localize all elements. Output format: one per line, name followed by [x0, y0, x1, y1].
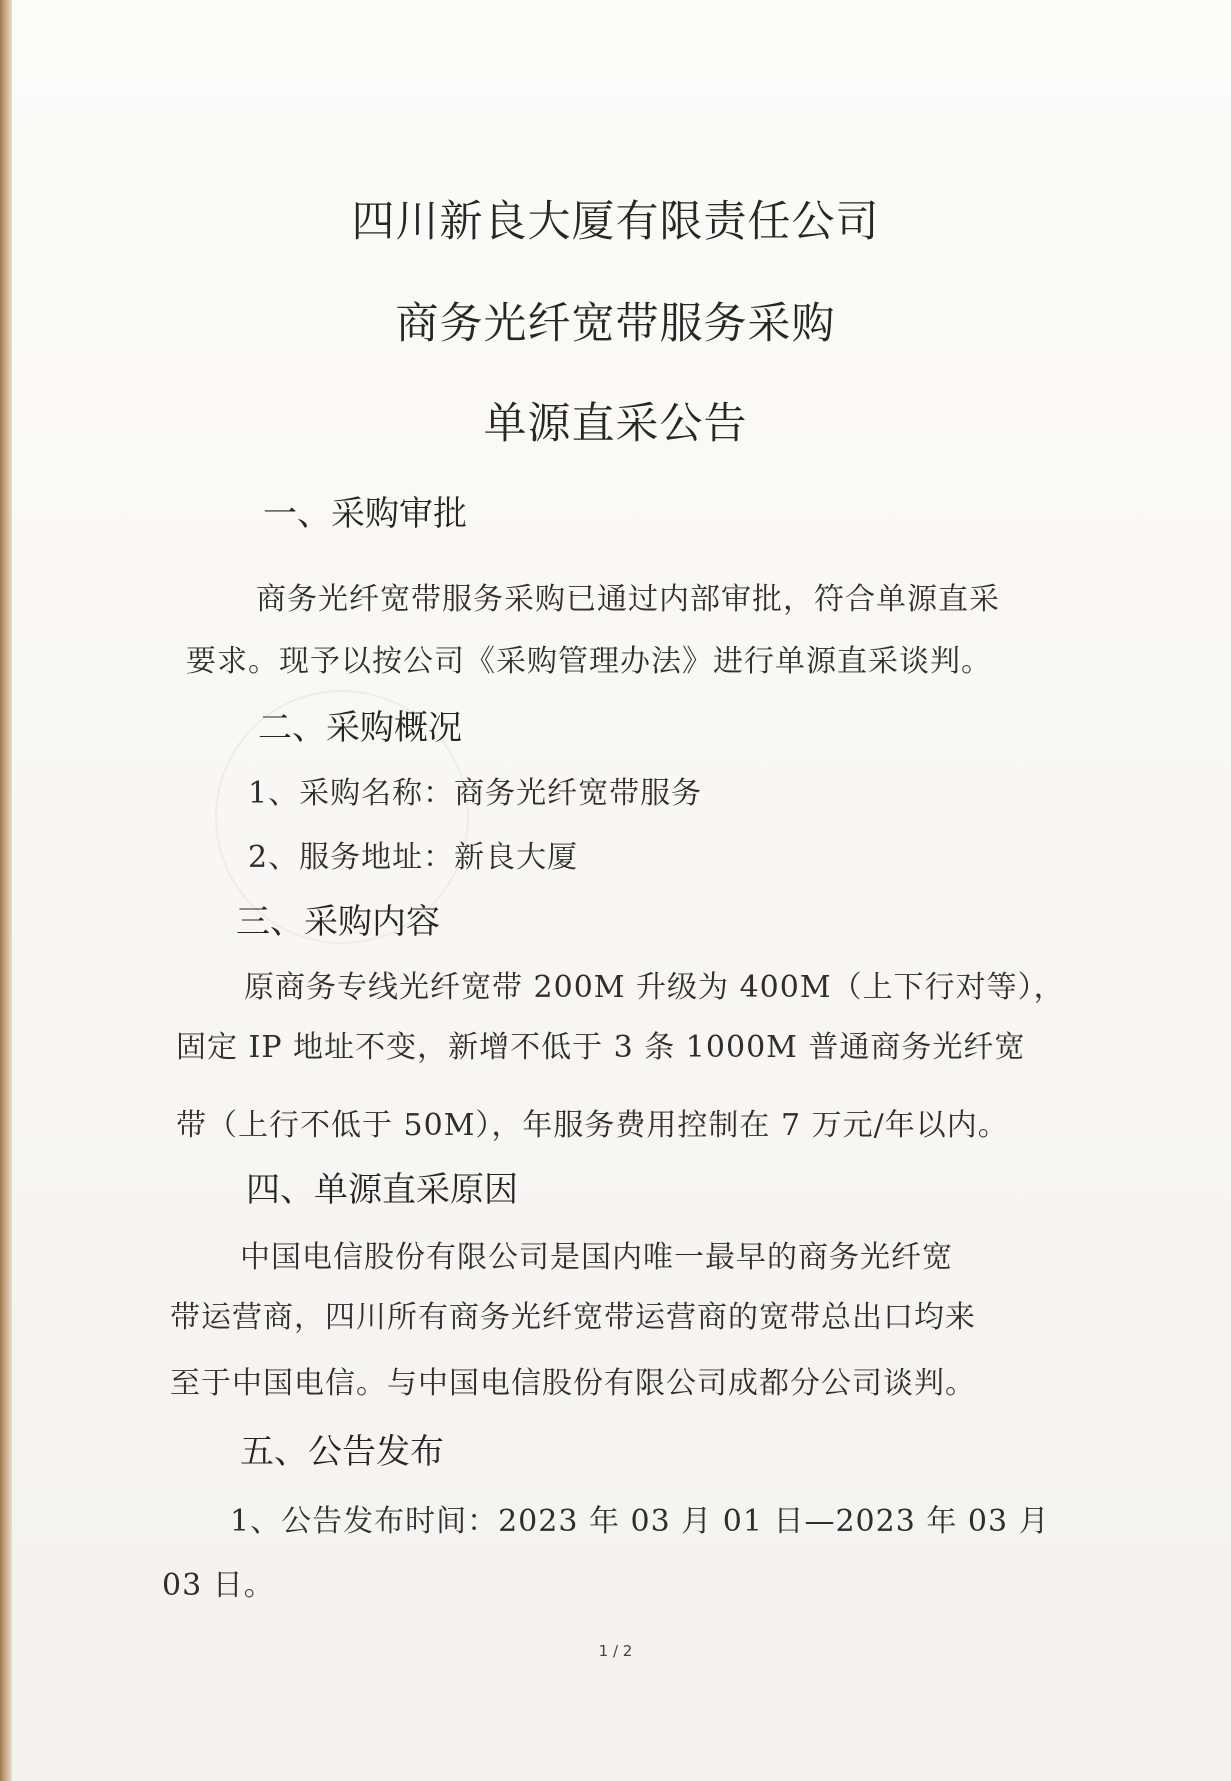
- paragraph-line: 固定 IP 地址不变，新增不低于 3 条 1000M 普通商务光纤宽: [176, 1030, 1026, 1065]
- paragraph-line: 带运营商，四川所有商务光纤宽带运营商的宽带总出口均来: [170, 1300, 976, 1335]
- title-company: 四川新良大厦有限责任公司: [351, 197, 880, 247]
- list-item: 2、服务地址：新良大厦: [248, 840, 579, 875]
- paragraph-line: 带（上行不低于 50M），年服务费用控制在 7 万元/年以内。: [176, 1108, 1009, 1143]
- paragraph-line: 03 日。: [162, 1568, 275, 1603]
- section-heading-reason: 四、单源直采原因: [246, 1170, 518, 1210]
- paragraph-line: 至于中国电信。与中国电信股份有限公司成都分公司谈判。: [170, 1366, 976, 1401]
- paragraph-line: 中国电信股份有限公司是国内唯一最早的商务光纤宽: [240, 1240, 953, 1275]
- title-subject: 商务光纤宽带服务采购: [395, 299, 836, 349]
- section-heading-overview: 二、采购概况: [258, 708, 462, 748]
- paragraph-line: 1、公告发布时间：2023 年 03 月 01 日—2023 年 03 月: [230, 1504, 1050, 1539]
- section-heading-content: 三、采购内容: [236, 902, 440, 942]
- section-heading-publication: 五、公告发布: [240, 1432, 444, 1472]
- title-notice: 单源直采公告: [483, 399, 748, 449]
- paragraph-line: 商务光纤宽带服务采购已通过内部审批，符合单源直采: [256, 582, 1000, 617]
- paragraph-line: 要求。现予以按公司《采购管理办法》进行单源直采谈判。: [186, 644, 992, 679]
- page-left-edge: [0, 0, 12, 1781]
- paragraph-line: 原商务专线光纤宽带 200M 升级为 400M（上下行对等），: [244, 970, 1065, 1005]
- page-number: 1 / 2: [598, 1642, 633, 1660]
- list-item: 1、采购名称：商务光纤宽带服务: [248, 776, 703, 811]
- section-heading-approval: 一、采购审批: [263, 494, 467, 534]
